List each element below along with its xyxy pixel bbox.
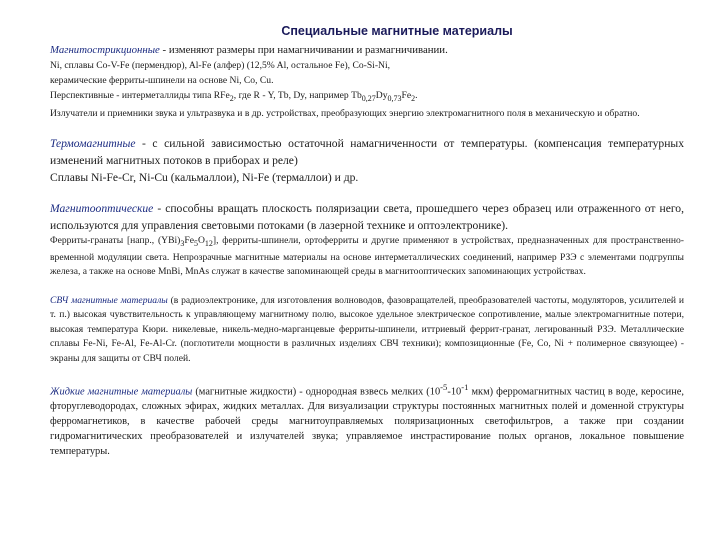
perspective-text: Fe <box>401 90 412 101</box>
subscript: 2 <box>411 93 416 103</box>
perspective-text: . <box>415 90 418 101</box>
superscript: -5 <box>440 382 448 393</box>
magnetooptic-text <box>50 201 684 234</box>
microwave-text <box>50 294 684 367</box>
magnetostriction-perspective <box>50 88 684 106</box>
liquid-description: мкм) ферромагнитных частиц в воде, керосине, фторуглеводородах, сложных эфирах, жидких металлах. Для визуализации структуры постоянных магнитных полей и доменной структуры ферромагнетиков, в качестве рабочей среды магнитоуправляемых поляризационных светофильтров, а также при создании гидромагнитических преобразователей и излучателей звука; управляемое инстрастирование полых органов, локальное повышение температуры. <box>50 386 684 458</box>
perspective-text: Перспективные - интерметаллиды типа RFe <box>50 90 230 101</box>
microwave-term: СВЧ магнитные материалы <box>50 294 168 306</box>
liquid-text <box>50 380 684 460</box>
garnets-text: ], ферриты-шпинели, ортоферриты и другие применяют в устройствах, предназначенных для пространственно-временной модуляции света. Непрозрачные магнитные материалы на основе интерметаллических соединений, например РЗЭ с элементами подгруппы железа, а также на основе MnBi, MnAs служат в качестве запоминающей среды в магнитооптических запоминающих устройствах. <box>50 235 684 278</box>
magnetooptic-garnets <box>50 234 684 280</box>
garnets-text: Ферриты-гранаты [напр., (YBi) <box>50 235 181 247</box>
magnetostriction-intro-text: - изменяют размеры при намагничивании и размагничивании. <box>159 44 448 56</box>
section-microwave <box>50 294 684 367</box>
perspective-text: Dy <box>375 90 388 101</box>
subscript: 5 <box>193 239 198 248</box>
liquid-description: (магнитные жидкости) - однородная взвесь мелких (10 <box>192 386 441 398</box>
section-liquid <box>50 380 684 460</box>
superscript: -1 <box>461 382 469 393</box>
subscript: 3 <box>180 239 185 248</box>
section-thermomagnetic <box>50 135 684 186</box>
section-magnetostriction <box>50 42 684 121</box>
page-title: Специальные магнитные материалы <box>281 24 513 38</box>
magnetooptic-description: - способны вращать плоскость поляризации света, прошедшего через образец или отраженного от него, используются для управления световыми потоками (в лазерной технике и оптоэлектронике). <box>50 201 684 232</box>
section-magnetooptic <box>50 201 684 280</box>
thermomagnetic-alloys: Сплавы Ni-Fe-Cr, Ni-Cu (кальмаллои), Ni-Fe (термаллои) и др. <box>50 170 359 184</box>
magnetooptic-term: Магнитооптические <box>50 201 154 215</box>
subscript: 12 <box>204 239 213 248</box>
subscript: 0,27 <box>361 93 376 103</box>
magnetostriction-line1: Ni, сплавы Co-V-Fe (пермендюр), Al-Fe (алфер) (12,5% Al, остальное Fe), Co-Si-Ni, <box>50 60 391 71</box>
liquid-term: Жидкие магнитные материалы <box>50 386 193 398</box>
thermomagnetic-description: - с сильной зависимостью остаточной намагниченности от температуры. (компенсация температурных изменений магнитных потоков в приборах и реле) <box>50 136 684 167</box>
subscript: 0,73 <box>387 93 402 103</box>
magnetostriction-usage: Излучатели и приемники звука и ультразвука и в др. устройствах, преобразующих энергию электромагнитного поля в механическую и обратно. <box>50 107 640 119</box>
subscript: 2 <box>229 93 234 103</box>
microwave-description: (в радиоэлектронике, для изготовления волноводов, фазовращателей, преобразователей частоты, модуляторов, усилителей и т. п.) высокая чувствительность к управляющему магнитному полю, высокое удельное электрическое сопротивление, малые электромагнитные потери, высокая температура Кюри. никелевые, никель-медно-марганцевые ферриты-шпинели, иттриевый феррит-гранат, легированный РЗЭ. Металлические сплавы Fe-Ni, Fe-Al, Fe-Al-Cr. (поглотители мощности в различных изделиях СВЧ техники); композиционные (Fe, Co, Ni + полимерное связующее) - экраны для защиты от СВЧ полей. <box>50 294 684 364</box>
garnets-text: O <box>197 235 205 247</box>
magnetostriction-intro <box>50 42 684 58</box>
magnetostriction-line2: керамические ферриты-шпинели на основе Ni, Co, Cu. <box>50 75 274 86</box>
thermomagnetic-term: Термомагнитные <box>50 136 136 150</box>
liquid-description: -10 <box>447 386 462 398</box>
perspective-text: , где R - Y, Tb, Dy, например Tb <box>233 90 362 101</box>
magnetostriction-term: Магнитострикционные <box>50 44 160 56</box>
garnets-text: Fe <box>184 235 194 247</box>
thermomagnetic-text <box>50 135 684 169</box>
